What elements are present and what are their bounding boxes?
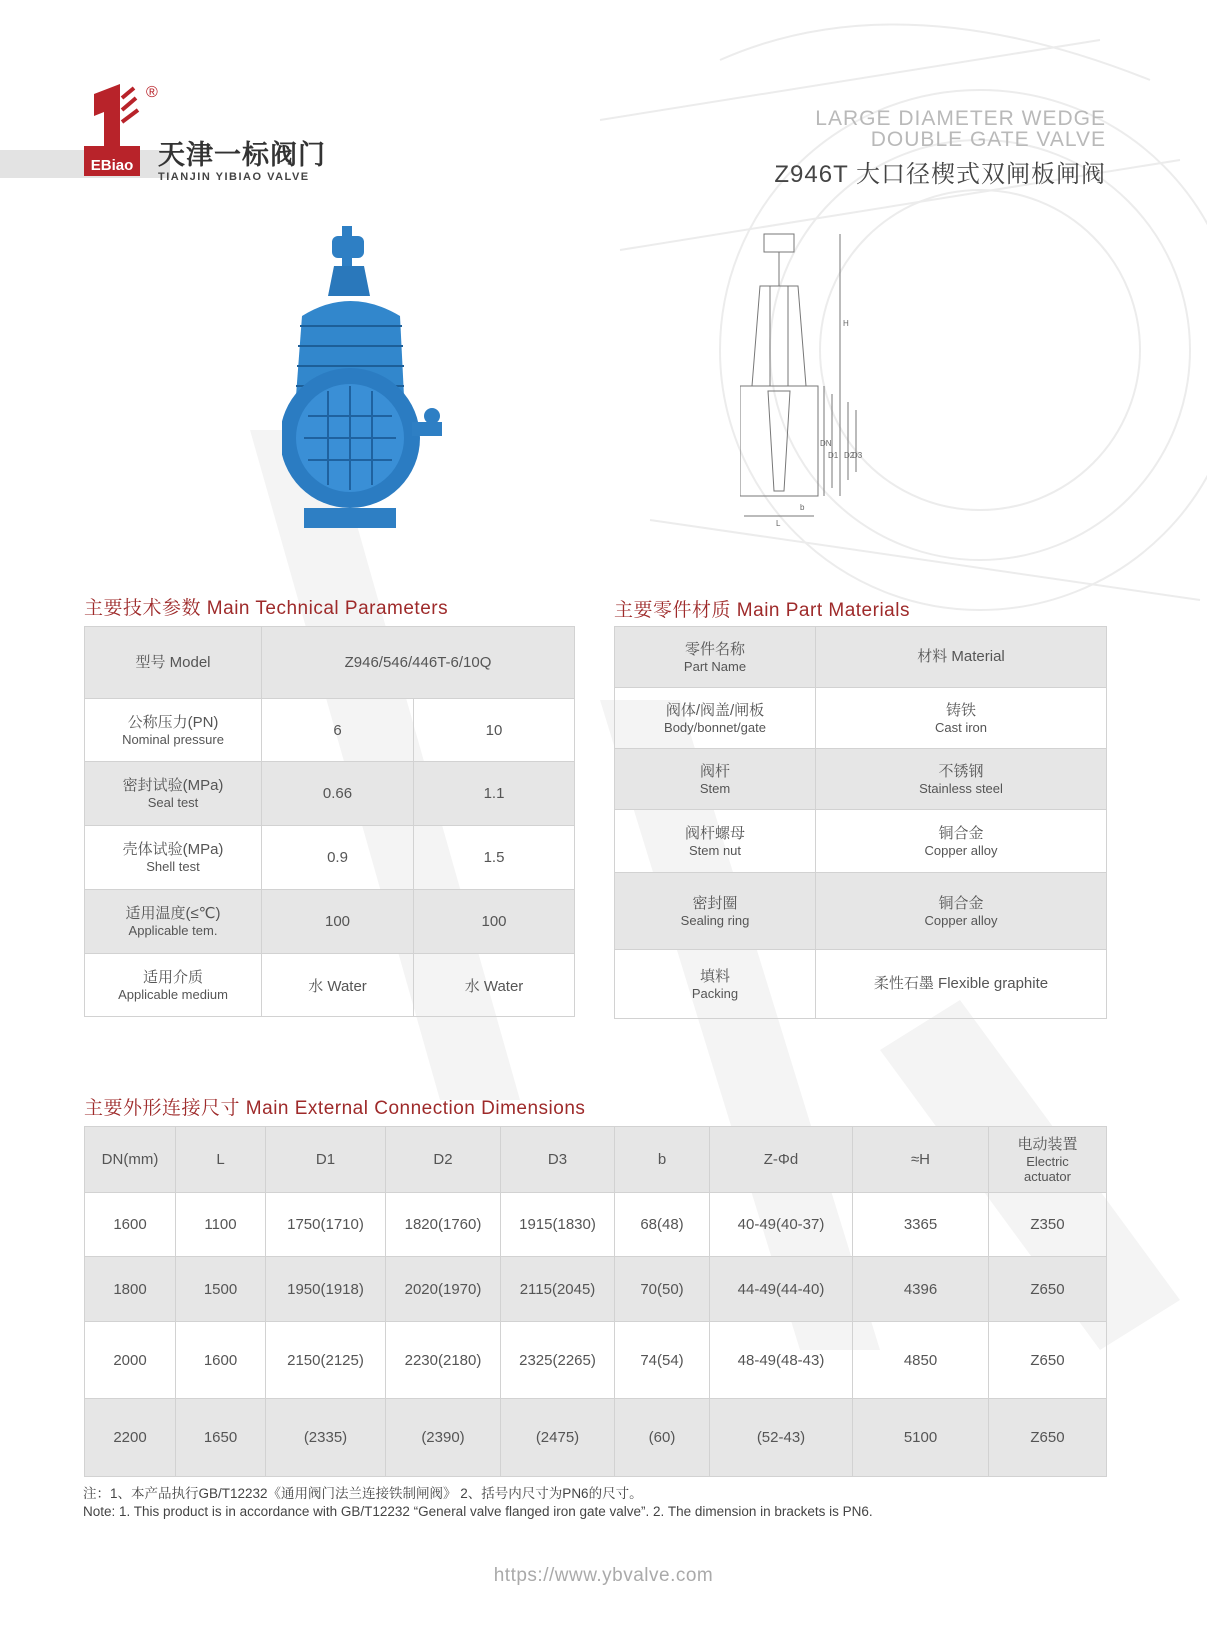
materials-heading-en: Main Part Materials — [736, 600, 910, 621]
column-header: D2 — [386, 1127, 501, 1193]
param-value: 100 — [262, 890, 414, 954]
column-header: D3 — [501, 1127, 615, 1193]
logo-text: EBiao — [90, 157, 134, 174]
materials-header-row — [615, 627, 1107, 688]
materials-table — [614, 626, 1107, 1019]
table-cell: (52-43) — [710, 1399, 853, 1477]
table-row — [615, 688, 1107, 749]
dimensions-table — [84, 1126, 1107, 1477]
drawing-label-d1: D1 — [828, 451, 839, 460]
table-row — [85, 1322, 1107, 1399]
dimensions-heading-cn: 主要外形连接尺寸 — [84, 1098, 241, 1119]
param-label: 适用温度(≤℃) Applicable tem. — [85, 890, 262, 954]
param-label: 公称压力(PN) Nominal pressure — [85, 699, 262, 762]
part-name: 阀杆 Stem — [615, 749, 816, 810]
table-cell: 48-49(48-43) — [710, 1322, 853, 1399]
table-cell: 1915(1830) — [501, 1193, 615, 1257]
part-material: 不锈钢 Stainless steel — [816, 749, 1107, 810]
table-cell: 1100 — [176, 1193, 266, 1257]
valve-photo — [282, 226, 460, 528]
model-label: 型号 Model — [85, 627, 262, 699]
dimensions-heading — [84, 1093, 585, 1120]
column-header: ≈H — [853, 1127, 989, 1193]
product-title-en — [815, 108, 1106, 150]
part-material: 柔性石墨 Flexible graphite — [816, 950, 1107, 1019]
table-cell: 2150(2125) — [266, 1322, 386, 1399]
table-cell: 44-49(44-40) — [710, 1257, 853, 1322]
brand-logo — [84, 84, 140, 176]
table-cell: 1650 — [176, 1399, 266, 1477]
param-value: 水 Water — [262, 954, 414, 1017]
drawing-label-d2: D2 — [844, 451, 855, 460]
part-name: 密封圈 Sealing ring — [615, 873, 816, 950]
table-cell: 5100 — [853, 1399, 989, 1477]
table-row — [85, 699, 575, 762]
column-header: L — [176, 1127, 266, 1193]
table-cell: 1750(1710) — [266, 1193, 386, 1257]
param-label: 适用介质 Applicable medium — [85, 954, 262, 1017]
website-url[interactable]: https://www.ybvalve.com — [493, 1565, 714, 1586]
column-header: Z-Φd — [710, 1127, 853, 1193]
table-cell: 2115(2045) — [501, 1257, 615, 1322]
part-name: 填料 Packing — [615, 950, 816, 1019]
drawing-label-b: b — [800, 503, 805, 512]
table-row — [615, 749, 1107, 810]
table-cell: Z350 — [989, 1193, 1107, 1257]
product-title-cn: Z946T 大口径楔式双闸板闸阀 — [774, 161, 1106, 188]
table-cell: (60) — [615, 1399, 710, 1477]
drawing-label-d3: D3 — [852, 451, 863, 460]
part-name: 阀体/阀盖/闸板 Body/bonnet/gate — [615, 688, 816, 749]
material-header: 材料 Material — [816, 627, 1107, 688]
table-cell: 1500 — [176, 1257, 266, 1322]
materials-heading-cn: 主要零件材质 — [614, 600, 732, 621]
param-value: 100 — [414, 890, 575, 954]
column-header: DN(mm) — [85, 1127, 176, 1193]
table-cell: 2325(2265) — [501, 1322, 615, 1399]
part-material: 铜合金 Copper alloy — [816, 873, 1107, 950]
part-material: 铜合金 Copper alloy — [816, 810, 1107, 873]
table-row — [615, 873, 1107, 950]
table-row — [85, 1399, 1107, 1477]
table-cell: (2335) — [266, 1399, 386, 1477]
param-value: 0.9 — [262, 826, 414, 890]
table-cell: (2475) — [501, 1399, 615, 1477]
param-value: 10 — [414, 699, 575, 762]
valve-drawing — [740, 226, 880, 536]
table-row — [615, 950, 1107, 1019]
table-row — [85, 1193, 1107, 1257]
table-row — [85, 954, 575, 1017]
table-row — [85, 762, 575, 826]
part-material: 铸铁 Cast iron — [816, 688, 1107, 749]
table-cell: 2200 — [85, 1399, 176, 1477]
dimensions-header-row — [85, 1127, 1107, 1193]
params-model-row — [85, 627, 575, 699]
table-row — [615, 810, 1107, 873]
table-cell: 4850 — [853, 1322, 989, 1399]
param-label: 壳体试验(MPa) Shell test — [85, 826, 262, 890]
table-cell: 68(48) — [615, 1193, 710, 1257]
param-label: 密封试验(MPa) Seal test — [85, 762, 262, 826]
note-en: Note: 1. This product is in accordance with GB/T12232 “General valve flanged iron gate valve”. 2. The dimension in brackets is PN6. — [83, 1504, 873, 1519]
registered-mark: ® — [146, 84, 158, 101]
notes — [83, 1485, 873, 1521]
param-value: 6 — [262, 699, 414, 762]
table-cell: 2000 — [85, 1322, 176, 1399]
drawing-label-h: H — [843, 319, 849, 328]
table-cell: 2230(2180) — [386, 1322, 501, 1399]
table-cell: Z650 — [989, 1322, 1107, 1399]
table-cell: 40-49(40-37) — [710, 1193, 853, 1257]
table-cell: 1600 — [85, 1193, 176, 1257]
part-name: 阀杆螺母 Stem nut — [615, 810, 816, 873]
params-table — [84, 626, 575, 1017]
param-value: 水 Water — [414, 954, 575, 1017]
table-row — [85, 890, 575, 954]
product-title-en-line1: LARGE DIAMETER WEDGE — [815, 107, 1106, 130]
table-cell: 70(50) — [615, 1257, 710, 1322]
table-cell: 1600 — [176, 1322, 266, 1399]
column-header: D1 — [266, 1127, 386, 1193]
product-title-en-line2: DOUBLE GATE VALVE — [870, 128, 1106, 151]
table-cell: 2020(1970) — [386, 1257, 501, 1322]
table-cell: 1820(1760) — [386, 1193, 501, 1257]
params-heading-cn: 主要技术参数 — [84, 598, 202, 619]
table-cell: 4396 — [853, 1257, 989, 1322]
table-cell: 1800 — [85, 1257, 176, 1322]
table-cell: 3365 — [853, 1193, 989, 1257]
param-value: 1.5 — [414, 826, 575, 890]
drawing-label-dn: DN — [820, 439, 832, 448]
drawing-label-l: L — [776, 519, 781, 528]
table-cell: 74(54) — [615, 1322, 710, 1399]
params-heading — [84, 593, 448, 620]
column-header: b — [615, 1127, 710, 1193]
table-cell: Z650 — [989, 1399, 1107, 1477]
param-value: 1.1 — [414, 762, 575, 826]
note-cn: 注：1、本产品执行GB/T12232《通用阀门法兰连接铁制闸阀》 2、括号内尺寸为PN6的尺寸。 — [83, 1486, 643, 1501]
brand-block — [158, 140, 326, 184]
brand-name-cn: 天津一标阀门 — [158, 140, 326, 170]
brand-name-en: TIANJIN YIBIAO VALVE — [158, 171, 310, 183]
model-value: Z946/546/446T-6/10Q — [262, 627, 575, 699]
table-cell: Z650 — [989, 1257, 1107, 1322]
materials-heading — [614, 595, 910, 622]
dimensions-heading-en: Main External Connection Dimensions — [245, 1098, 586, 1119]
param-value: 0.66 — [262, 762, 414, 826]
table-cell: 1950(1918) — [266, 1257, 386, 1322]
params-heading-en: Main Technical Parameters — [206, 598, 449, 619]
column-header-actuator: 电动装置 Electric actuator — [989, 1127, 1107, 1193]
table-row — [85, 826, 575, 890]
table-row — [85, 1257, 1107, 1322]
part-name-header: 零件名称 Part Name — [615, 627, 816, 688]
table-cell: (2390) — [386, 1399, 501, 1477]
